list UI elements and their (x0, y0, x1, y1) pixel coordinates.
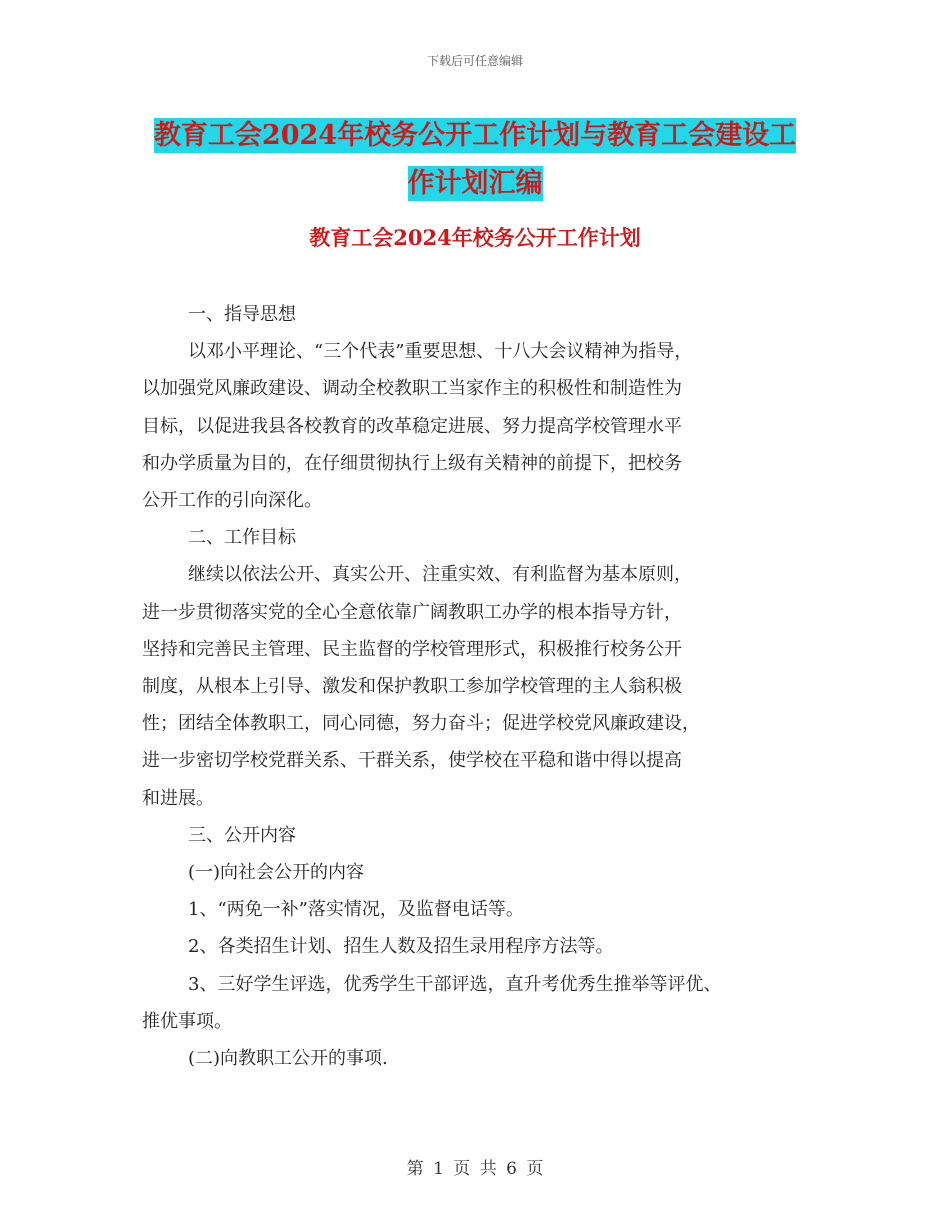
title-line-2: 作计划汇编 (407, 168, 543, 199)
heading-public-content: 三、公开内容 (188, 824, 296, 846)
heading-guiding-ideology: 一、指导思想 (188, 304, 296, 325)
list-item-3: 3、三好学生评选，优秀学生干部评选，直升考优秀生推举等评优、 推优事项。 (142, 973, 722, 1032)
document-body (142, 296, 822, 1077)
paragraph-work-goals: 继续以依法公开、真实公开、注重实效、有利监督为基本原则， 进一步贯彻落实党的全心全意依靠广阔教职工办学的根本指导方针， 坚持和完善民主管理、民主监督的学校管理形式，积极推行校务公开 制度，从根本上引导、激发和保护教职工参加学校管理的主人翁积极 性；团结全体教职工，同心同德，努力奋斗；促进学校党风廉政建设， 进一步密切学校党群关系、干群关系，使学校在平稳和谐中得以提高 和进展。 (142, 564, 700, 809)
list-item-1: 1、“两免一补”落实情况，及监督电话等。 (188, 899, 524, 921)
subheading-public-to-staff: (二)向教职工公开的事项. (188, 1048, 388, 1070)
page-number: 第 1 页 共 6 页 (406, 1159, 544, 1179)
section-title: 教育工会2024年校务公开工作计划 (309, 225, 641, 250)
header-note: 下载后可任意编辑 (426, 54, 523, 68)
title-line-1: 教育工会2024年校务公开工作计划与教育工会建设工 (153, 120, 797, 151)
subheading-public-to-society: (一)向社会公开的内容 (188, 862, 365, 884)
list-item-2: 2、各类招生计划、招生人数及招生录用程序方法等。 (188, 936, 614, 958)
heading-work-goals: 二、工作目标 (188, 527, 296, 549)
paragraph-guiding-ideology: 以邓小平理论、“三个代表”重要思想、十八大会议精神为指导， 以加强党风廉政建设、调动全校教职工当家作主的积极性和制造性为 目标，以促进我县各校教育的改革稳定进展、努力提高学校管理水平 和办学质量为目的，在仔细贯彻执行上级有关精神的前提下，把校务 公开工作的引向深化。 (142, 341, 693, 512)
document-title (140, 112, 810, 208)
